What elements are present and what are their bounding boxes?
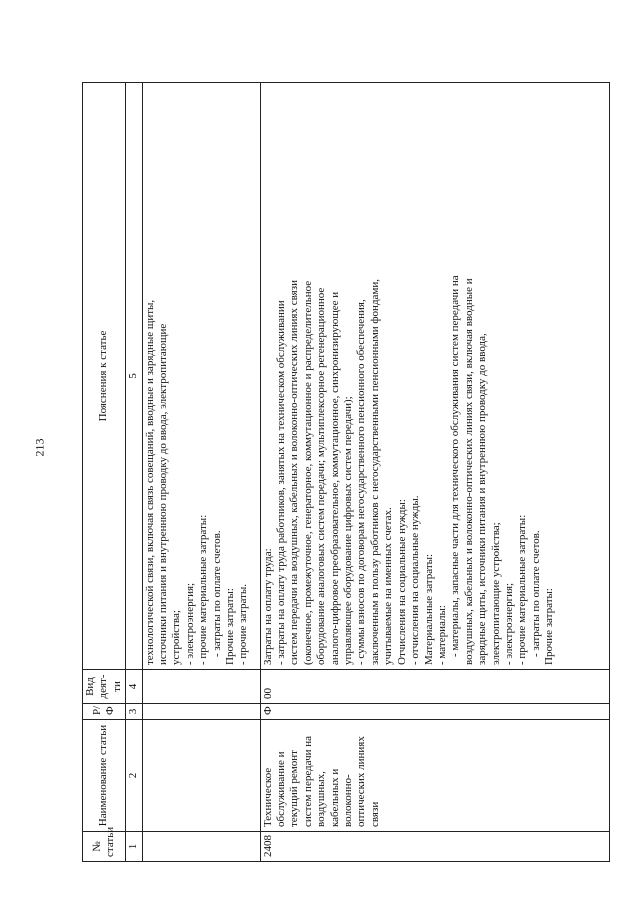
article-notes-cell bbox=[260, 83, 609, 670]
note-line: аналого-цифровое преобразовательное, коммутационное, синхронизирующее и bbox=[328, 291, 341, 665]
article-number-cell bbox=[142, 832, 260, 862]
note-line: зарядные щиты, источники питания и внутреннюю проводку до ввода, bbox=[476, 333, 489, 665]
note-line: заключенным в пользу работников с негосударственными пенсионными фондами, bbox=[368, 278, 381, 665]
note-line: Материальные затраты: bbox=[422, 553, 435, 665]
note-line: воздушных, кабельных и волоконно-оптических линиях связи, включая вводные и bbox=[462, 278, 475, 665]
column-number: 5 bbox=[126, 83, 142, 670]
note-line: Прочие затраты: bbox=[543, 588, 556, 665]
note-line: учитываемые на именных счетах. bbox=[382, 507, 395, 665]
note-line: - электроэнергия; bbox=[502, 582, 515, 665]
note-line: систем передачи на воздушных, кабельных и волоконно-оптических линиях связи bbox=[288, 280, 301, 665]
note-line: источники питания и внутреннюю проводку до ввода, электропитающие bbox=[157, 323, 170, 665]
page-number: 213 bbox=[32, 438, 47, 457]
note-line: - прочие затраты. bbox=[237, 584, 250, 665]
note-line: Затраты на оплату труда: bbox=[261, 548, 274, 665]
header-article-name: Наименование статьи bbox=[83, 720, 126, 832]
header-article-number: № статьи bbox=[83, 832, 126, 862]
note-line: - прочие материальные затраты: bbox=[516, 514, 529, 665]
activity-cell: 00 bbox=[260, 670, 609, 704]
note-line: (оконечное, промежуточное, генераторное, коммутационное и распределительное bbox=[301, 280, 314, 665]
table-header-row bbox=[83, 83, 126, 862]
column-number: 4 bbox=[126, 670, 142, 704]
note-line: - суммы взносов по договорам негосударственного пенсионного обеспечения, bbox=[355, 299, 368, 665]
note-line: оборудование аналоговых систем передачи; мультиплексорное регенерационное bbox=[315, 287, 328, 665]
column-number: 3 bbox=[126, 704, 142, 720]
note-line: - материалы, запасные части для технического обслуживания систем передачи на bbox=[449, 275, 462, 657]
table-row bbox=[260, 83, 609, 862]
rf-cell bbox=[142, 704, 260, 720]
column-number: 1 bbox=[126, 832, 142, 862]
note-line: технологической связи, включая связь совещаний, вводные и зарядные щиты, bbox=[143, 299, 156, 665]
note-line: - прочие материальные затраты: bbox=[197, 514, 210, 665]
rotated-page-content bbox=[82, 82, 610, 862]
note-line: - электроэнергия; bbox=[183, 582, 196, 665]
articles-table bbox=[82, 82, 610, 862]
note-line: - отчисления на социальные нужды. bbox=[409, 495, 422, 665]
note-line: Отчисления на социальные нужды: bbox=[395, 499, 408, 665]
note-line: - затраты по оплате счетов. bbox=[210, 530, 223, 657]
column-number-row bbox=[126, 83, 142, 862]
header-rf: Р/Ф bbox=[83, 704, 126, 720]
article-name-cell bbox=[142, 720, 260, 832]
note-line: управляющее оборудование цифровых систем передачи); bbox=[342, 396, 355, 665]
activity-cell bbox=[142, 670, 260, 704]
article-notes-cell bbox=[142, 83, 260, 670]
header-article-notes: Пояснения к статье bbox=[83, 83, 126, 670]
table-row bbox=[142, 83, 260, 862]
note-line: - материалы: bbox=[435, 605, 448, 665]
article-number-cell: 2408 bbox=[260, 832, 609, 862]
article-name-cell: Техническое обслуживание и текущий ремонт систем передачи на воздушных, кабельных и волоконно-оптических линиях связи bbox=[260, 720, 609, 832]
note-line: электропитающие устройства; bbox=[489, 522, 502, 665]
rf-cell: Ф bbox=[260, 704, 609, 720]
note-line: - затраты по оплате счетов. bbox=[529, 530, 542, 657]
note-line: - затраты на оплату труда работников, занятых на техническом обслуживании bbox=[275, 300, 288, 665]
column-number: 2 bbox=[126, 720, 142, 832]
note-line: устройства; bbox=[170, 610, 183, 665]
header-activity-type: Вид деят-ти bbox=[83, 670, 126, 704]
note-line: Прочие затраты: bbox=[224, 588, 237, 665]
